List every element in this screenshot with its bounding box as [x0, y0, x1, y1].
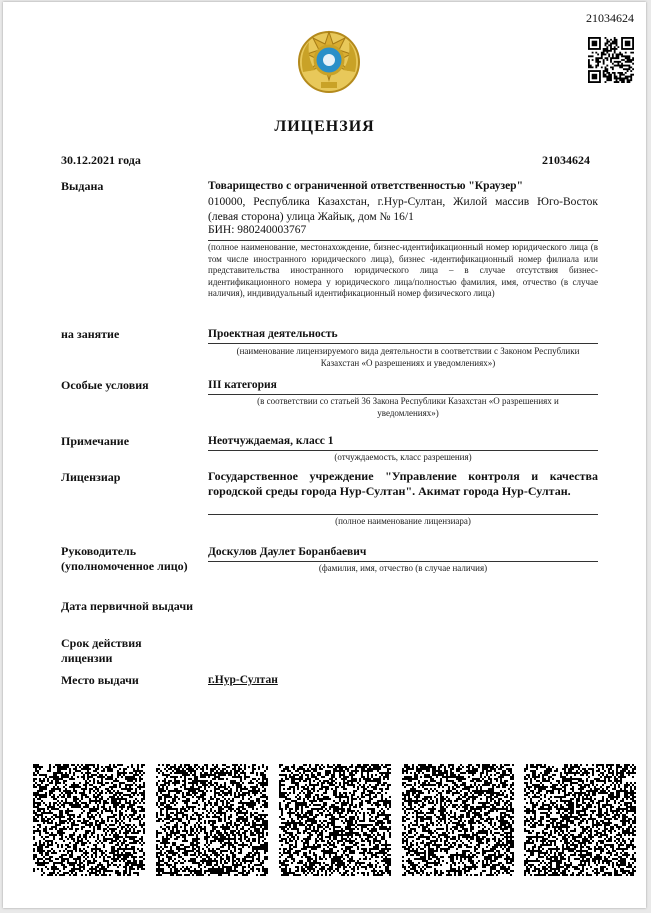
qr-code-icon: [33, 764, 145, 876]
issue-date: 30.12.2021 года: [61, 153, 141, 167]
license-number: 21034624: [542, 153, 590, 167]
divider: [208, 561, 598, 562]
divider: [208, 240, 598, 241]
divider: [208, 450, 598, 451]
activity-hint: (наименование лицензируемого вида деятельности в соответствии с Законом Республики Казахстан «О разрешениях и уведомлениях»): [236, 346, 580, 368]
divider: [208, 514, 598, 515]
licensor-label: Лицензиар: [61, 470, 121, 484]
place-label: Место выдачи: [61, 673, 139, 687]
issued-to-hint: (полное наименование, местонахождение, бизнес-идентификационный номер юридического лица (в том числе иностранного юридического лица), бизнес -идентификационный номер филиала или представительства иностранного юридического лица – в случае отсутствия бизнес-идентификационного номера у юридического лица/полностью фамилия, имя, отчество (в случае наличия), индивидуальный идентификационный номер физического лица): [208, 242, 598, 298]
qr-code-row: [33, 764, 618, 876]
conditions-hint: (в соответствии со статьей 36 Закона Республики Казахстан «О разрешениях и уведомлениях»): [257, 396, 559, 418]
licensor-value: Государственное учреждение "Управление контроля и качества городской среды города Нур-Султан". Акимат города Нур-Султан.: [208, 469, 598, 498]
head-hint: (фамилия, имя, отчество (в случае наличия): [318, 563, 488, 573]
head-label: Руководитель (уполномоченное лицо): [61, 544, 188, 573]
document-title: ЛИЦЕНЗИЯ: [274, 118, 375, 135]
conditions-value: III категория: [208, 379, 277, 391]
divider: [208, 343, 598, 344]
issued-to-bin: БИН: 980240003767: [208, 224, 307, 236]
qr-code-icon: [279, 764, 391, 876]
conditions-label: Особые условия: [61, 378, 149, 392]
qr-code-icon: [524, 764, 636, 876]
qr-code-icon: [402, 764, 514, 876]
note-label: Примечание: [61, 434, 130, 448]
issued-to-org-name: Товарищество с ограниченной ответственностью "Краузер": [208, 180, 523, 192]
issued-to-address: 010000, Республика Казахстан, г.Нур-Султан, Жилой массив Юго-Восток (левая сторона) улица Жайық, дом № 16/1: [208, 196, 598, 223]
licensor-hint: (полное наименование лицензиара): [335, 516, 471, 526]
document-number-top: 21034624: [586, 11, 634, 25]
activity-label: на занятие: [61, 327, 120, 341]
qr-code-icon: [156, 764, 268, 876]
qr-code-icon: [588, 37, 634, 83]
issued-to-label: Выдана: [61, 179, 104, 193]
state-emblem-icon: [293, 24, 365, 96]
head-value: Доскулов Даулет Боранбаевич: [208, 546, 367, 558]
place-value: г.Нур-Султан: [208, 674, 278, 686]
license-document: [3, 2, 646, 908]
validity-label: Срок действия лицензии: [61, 636, 142, 665]
divider: [208, 394, 598, 395]
note-value: Неотчуждаемая, класс 1: [208, 435, 334, 447]
first-issue-label: Дата первичной выдачи: [61, 599, 194, 613]
activity-value: Проектная деятельность: [208, 328, 338, 340]
note-hint: (отчуждаемость, класс разрешения): [334, 452, 472, 462]
